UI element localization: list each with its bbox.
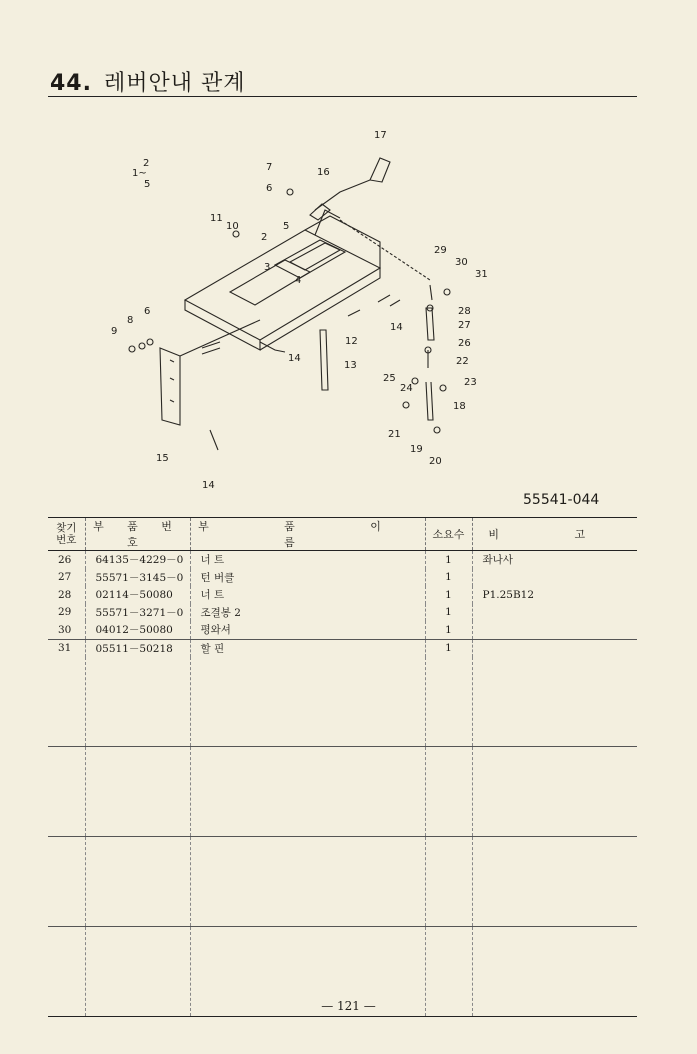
row-qty: 1 — [425, 551, 472, 569]
callout-label: 12 — [345, 336, 358, 347]
callout-label: 16 — [317, 167, 330, 178]
row-remark — [472, 639, 637, 657]
callout-label: 5 — [144, 179, 151, 190]
rod-13 — [320, 330, 328, 390]
callout-label: 6 — [144, 306, 151, 317]
title-rule — [48, 96, 637, 97]
callout-label: 10 — [226, 221, 239, 232]
table-header-row — [48, 518, 637, 551]
row-remark: 좌나사 — [482, 554, 513, 567]
callout-label: 8 — [127, 315, 134, 326]
callout-label: 29 — [434, 245, 447, 256]
row-seq: 31 — [48, 639, 85, 657]
callout-label: 21 — [388, 429, 401, 440]
row-qty: 1 — [425, 604, 472, 622]
row-part-name: 턴 버클 — [190, 569, 425, 587]
row-part-name: 너 트 — [190, 551, 425, 569]
callout-label: 13 — [344, 360, 357, 371]
row-seq: 30 — [48, 621, 85, 639]
row-seq: 26 — [48, 551, 85, 569]
header-seq-line2: 번호 — [56, 534, 77, 546]
row-seq: 27 — [48, 569, 85, 587]
callout-label: 19 — [410, 444, 423, 455]
row-part-no: 55571－3145－0 — [85, 569, 190, 587]
callout-label: 2 — [143, 158, 150, 169]
table-row — [48, 639, 637, 657]
row-part-no: 64135－4229－0 — [85, 551, 190, 569]
callout-label: 17 — [374, 130, 387, 141]
table-row — [48, 621, 637, 639]
row-qty: 1 — [425, 639, 472, 657]
row-part-name: 평와셔 — [190, 621, 425, 639]
page-number: — 121 — — [321, 999, 376, 1013]
callout-label: 9 — [111, 326, 118, 337]
empty-row-block — [48, 837, 637, 927]
callout-label: 25 — [383, 373, 396, 384]
row-part-name: 할 핀 — [190, 639, 425, 657]
row-seq: 29 — [48, 604, 85, 622]
callout-label: 14 — [288, 353, 301, 364]
callout-label: 18 — [453, 401, 466, 412]
turnbuckle-assembly — [426, 285, 434, 340]
header-qty: 소요수 — [425, 518, 472, 551]
callout-label: 4 — [295, 275, 302, 286]
header-seq — [48, 518, 85, 551]
empty-row-block — [48, 657, 637, 747]
callout-label: 5 — [283, 221, 290, 232]
callout-label: 7 — [266, 162, 273, 173]
callout-label: 1~ — [132, 168, 147, 179]
row-qty: 1 — [425, 569, 472, 587]
row-seq: 28 — [48, 586, 85, 604]
section-name: 레버안내 관계 — [103, 71, 246, 96]
table-row — [48, 586, 637, 604]
table-row — [48, 551, 637, 569]
callout-label: 11 — [210, 213, 223, 224]
header-part-name: 부 품 이 름 — [190, 518, 425, 551]
callout-label: 23 — [464, 377, 477, 388]
callout-label: 15 — [156, 453, 169, 464]
row-remark — [472, 569, 637, 587]
callout-label: 31 — [475, 269, 488, 280]
row-part-name: 조결봉 2 — [190, 604, 425, 622]
row-qty: 1 — [425, 586, 472, 604]
row-part-no: 55571－3271－0 — [85, 604, 190, 622]
callout-label: 2 — [261, 232, 268, 243]
callout-label: 26 — [458, 338, 471, 349]
exploded-parts-diagram — [90, 120, 610, 500]
header-seq-line1: 찾기 — [56, 522, 77, 534]
row-part-no: 05511－50218 — [85, 639, 190, 657]
callout-label: 28 — [458, 306, 471, 317]
row-remark: P1.25B12 — [482, 588, 535, 601]
callout-label: 30 — [455, 257, 468, 268]
callout-label: 20 — [429, 456, 442, 467]
callout-label: 3 — [264, 262, 271, 273]
row-part-no: 04012－50080 — [85, 621, 190, 639]
row-qty: 1 — [425, 621, 472, 639]
base-plate — [185, 230, 380, 340]
side-bracket — [160, 348, 180, 425]
section-number: 44. — [50, 71, 92, 96]
row-remark — [472, 621, 637, 639]
table-row — [48, 604, 637, 622]
callout-label: 24 — [400, 383, 413, 394]
section-title — [50, 66, 246, 97]
callout-label: 6 — [266, 183, 273, 194]
parts-table — [48, 517, 637, 1017]
callout-label: 22 — [456, 356, 469, 367]
callout-label: 14 — [202, 480, 215, 491]
callout-label: 27 — [458, 320, 471, 331]
table-row — [48, 569, 637, 587]
row-part-name: 너 트 — [190, 586, 425, 604]
empty-row-block — [48, 747, 637, 837]
diagram-code: 55541-044 — [523, 492, 600, 508]
callout-label: 14 — [390, 322, 403, 333]
header-remark: 비 고 — [472, 518, 637, 551]
row-remark — [472, 604, 637, 622]
row-part-no: 02114－50080 — [85, 586, 190, 604]
header-part-no: 부 품 번 호 — [85, 518, 190, 551]
